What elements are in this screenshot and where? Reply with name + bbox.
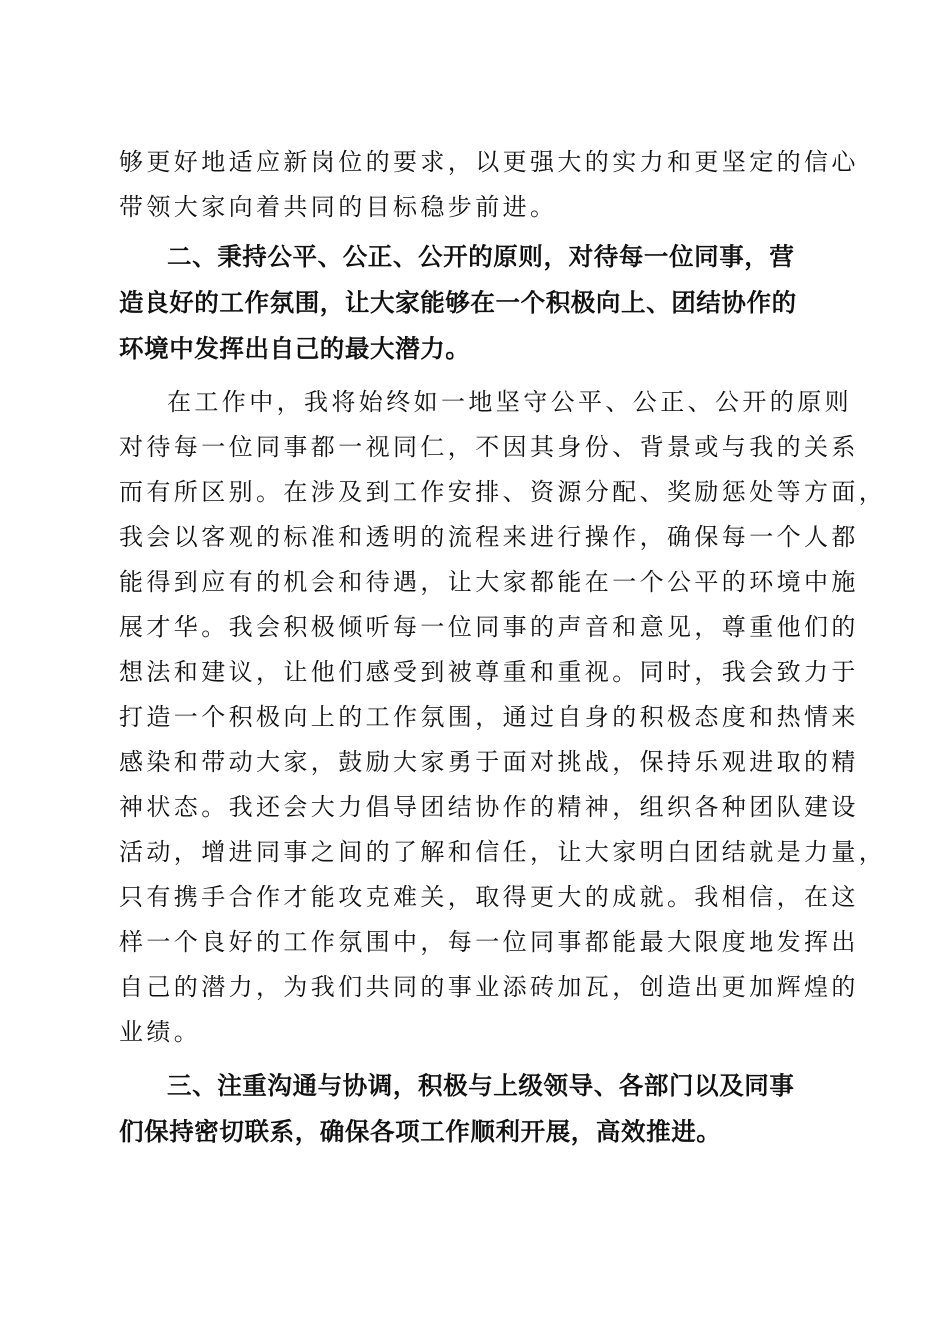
text-line: 自己的潜力，为我们共同的事业添砖加瓦，创造出更加辉煌的 [119, 973, 859, 1001]
paragraph-continuation [119, 140, 859, 230]
text-line: 感染和带动大家，鼓励大家勇于面对挑战，保持乐观进取的精 [119, 748, 859, 776]
text-line: 带领大家向着共同的目标稳步前进。 [119, 193, 558, 221]
text-line: 而有所区别。在涉及到工作安排、资源分配、奖励惩处等方面， [119, 478, 887, 506]
text-line: 在工作中，我将始终如一地坚守公平、公正、公开的原则 [167, 388, 852, 416]
text-line: 对待每一位同事都一视同仁，不因其身份、背景或与我的关系 [119, 433, 859, 461]
heading-line: 环境中发挥出自己的最大潜力。 [119, 334, 471, 363]
heading-line: 们保持密切联系，确保各项工作顺利开展，高效推进。 [119, 1117, 722, 1146]
heading-line: 三、注重沟通与协调，积极与上级领导、各部门以及同事 [167, 1071, 795, 1100]
text-line: 样一个良好的工作氛围中，每一位同事都能最大限度地发挥出 [119, 928, 859, 956]
text-line: 业绩。 [119, 1018, 202, 1046]
paragraph-body [119, 380, 887, 1055]
text-line: 我会以客观的标准和透明的流程来进行操作，确保每一个人都 [119, 523, 859, 551]
heading-line: 二、秉持公平、公正、公开的原则，对待每一位同事，营 [167, 242, 795, 271]
text-line: 展才华。我会积极倾听每一位同事的声音和意见，尊重他们的 [119, 613, 859, 641]
text-line: 够更好地适应新岗位的要求，以更强大的实力和更坚定的信心 [119, 148, 859, 176]
heading-line: 造良好的工作氛围，让大家能够在一个积极向上、团结协作的 [119, 288, 797, 317]
text-line: 想法和建议，让他们感受到被尊重和重视。同时，我会致力于 [119, 658, 859, 686]
text-line: 活动，增进同事之间的了解和信任，让大家明白团结就是力量， [119, 838, 887, 866]
text-line: 能得到应有的机会和待遇，让大家都能在一个公平的环境中施 [119, 568, 859, 596]
text-line: 神状态。我还会大力倡导团结协作的精神，组织各种团队建设 [119, 793, 859, 821]
text-line: 只有携手合作才能攻克难关，取得更大的成就。我相信，在这 [119, 883, 859, 911]
document-body [119, 140, 887, 1155]
section-heading-3 [119, 1063, 831, 1155]
section-heading-2 [119, 234, 831, 372]
text-line: 打造一个积极向上的工作氛围，通过自身的积极态度和热情来 [119, 703, 859, 731]
